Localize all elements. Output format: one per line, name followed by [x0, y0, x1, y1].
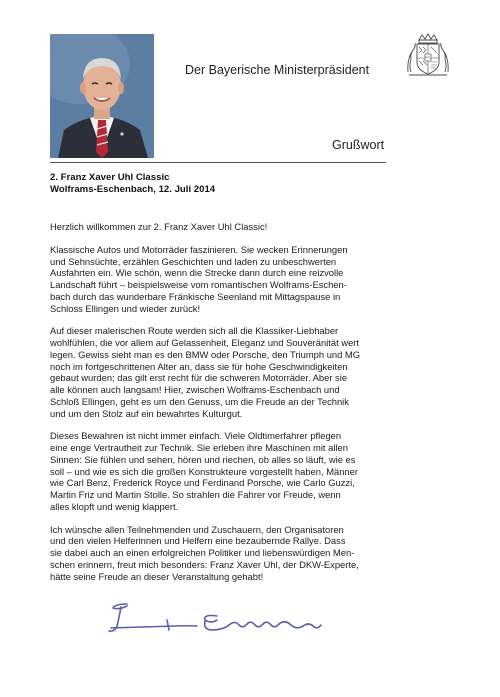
event-place-date: Wolframs-Eschenbach, 12. Juli 2014 [50, 184, 216, 195]
text-line: Ausfahrten ein. Wie schön, wenn die Strecke dann durch eine reizvolle [50, 267, 344, 279]
text-line: gebaut wurden; das gilt erst recht für die schweren Motorräder. Aber sie [50, 372, 348, 384]
text-line: und den vielen Helferinnen und Helfern eine bezaubernde Rallye. Dass [50, 535, 346, 547]
letter-body [50, 221, 442, 593]
paragraph-greeting [50, 221, 442, 233]
paragraph-intro [50, 244, 442, 315]
text-line: eine enge Vertrautheit zur Technik. Sie erleben ihre Maschinen mit allen [50, 442, 348, 453]
office-title: Der Bayerische Ministerpräsident [185, 63, 370, 77]
text-line: und Sehnsüchte, erzählen Geschichten und laden zu unbeschwerten [50, 255, 337, 267]
bavarian-coat-of-arms-icon [405, 32, 451, 78]
text-line: alles klopft und wenig klappert. [50, 500, 179, 512]
text-line: Martin Friz und Martin Stolle. So strahlen die Fahrer vor Freude, wenn [50, 489, 341, 500]
text-line: und um den Stolz auf ein bewahrtes Kulturgut. [50, 407, 243, 419]
text-line: wie Carl Benz, Frederick Royce und Ferdinand Porsche, wie Carlo Guzzi, [50, 477, 355, 489]
paragraph-wishes [50, 524, 442, 583]
text-line: Auf dieser malerischen Route werden sich all die Klassiker-Liebhaber [50, 325, 339, 337]
text-line: wohlfühlen, die vor allem auf Gelassenheit, Eleganz und Souveränität wert [50, 337, 360, 348]
text-line: Schloß Ellingen, geht es um den Genuss, um die Freude an der Technik [50, 395, 349, 407]
text-line: sie dabei auch an einen erfolgreichen Politiker und liebenswürdigen Men- [50, 547, 355, 558]
text-line: soll – und wie es sich die großen Konstrukteure vorgestellt haben, Männer [50, 465, 358, 477]
text-line: alle können auch langsam! Hier, zwischen Wolframs-Eschenbach und [50, 384, 340, 395]
text-line: legen. Gewiss sieht man es den BMW oder Porsche, den Triumph und MG [50, 348, 361, 360]
paragraph-preservation [50, 430, 442, 512]
paragraph-route [50, 325, 442, 419]
text-line: schen erinnern, freut mich besonders: Franz Xaver Uhl, der DKW-Experte, [50, 558, 359, 570]
handwritten-signature [105, 598, 345, 640]
text-line: Landschaft führt – beispielsweise vom romantischen Wolframs-Eschen- [50, 279, 347, 290]
text-line: Schloss Ellingen und wieder zurück! [50, 302, 201, 314]
text-line: Klassische Autos und Motorräder faszinieren. Sie wecken Erinnerungen [50, 243, 348, 255]
header-divider [50, 162, 386, 163]
text-line: Herzlich willkommen zur 2. Franz Xaver Uhl Classic! [50, 221, 268, 232]
text-line: Dieses Bewahren ist nicht immer einfach. Viele Oldtimerfahrer pflegen [50, 430, 342, 442]
event-heading [50, 172, 450, 196]
text-line: Sinnen: Sie fühlen und sehen, hören und riechen, ob alles so läuft, wie es [50, 453, 356, 465]
section-title: Grußwort [332, 138, 385, 152]
event-name: 2. Franz Xaver Uhl Classic [50, 172, 170, 183]
text-line: hätte seine Freude an dieser Veranstaltung gehabt! [50, 570, 264, 582]
text-line: Ich wünsche allen Teilnehmenden und Zuschauern, den Organisatoren [50, 523, 344, 535]
portrait-photo [50, 34, 154, 158]
text-line: bach durch das wunderbare Fränkische Seenland mit Mittagspause in [50, 290, 341, 302]
text-line: noch im fortgeschrittenen Alter an, dass sie für hohe Geschwindigkeiten [50, 360, 348, 372]
